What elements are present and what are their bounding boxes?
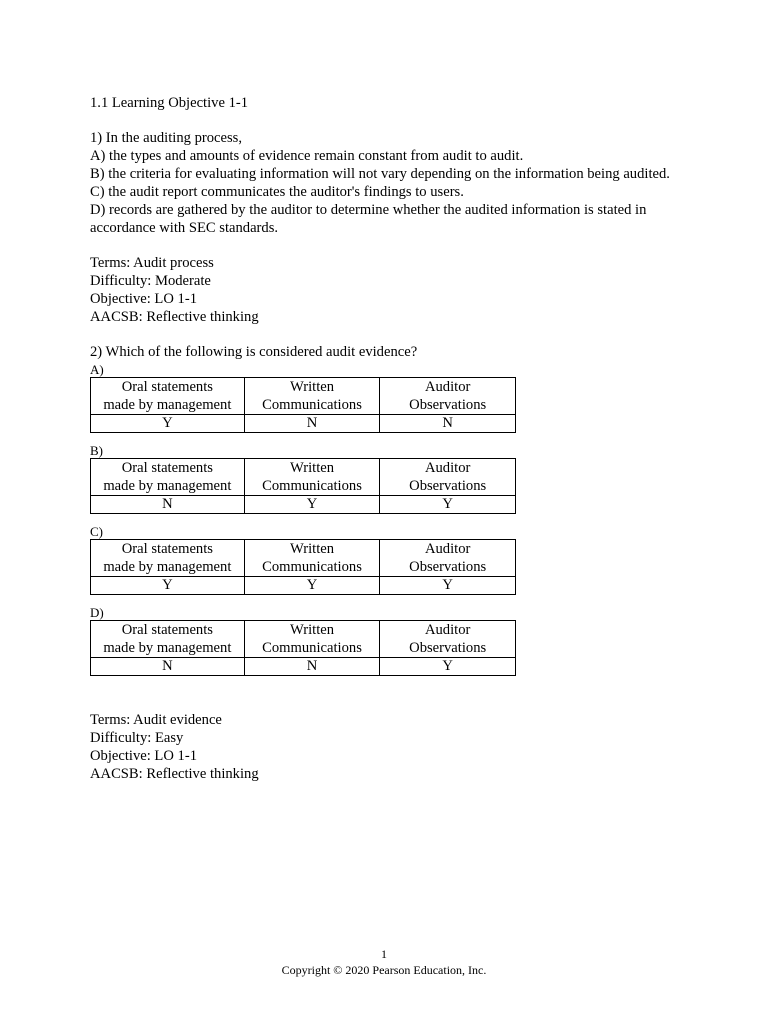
section-heading: 1.1 Learning Objective 1-1	[90, 95, 249, 111]
table-cell: Y	[91, 415, 245, 433]
answer-option-b	[90, 443, 680, 514]
header-oral-statements: Oral statements made by management	[91, 621, 245, 658]
header-written-communications: Written Communications	[244, 459, 380, 496]
document-page	[90, 94, 680, 783]
header-oral-statements: Oral statements made by management	[91, 459, 245, 496]
table-cell: Y	[380, 658, 516, 676]
table-cell: Y	[380, 496, 516, 514]
header-auditor-observations: Auditor Observations	[380, 459, 516, 496]
header-written-communications: Written Communications	[244, 540, 380, 577]
header-oral-statements: Oral statements made by management	[91, 378, 245, 415]
option-label: B)	[90, 443, 103, 458]
terms-line: Terms: Audit process	[90, 255, 214, 271]
table-cell: N	[91, 658, 245, 676]
header-oral-statements: Oral statements made by management	[91, 540, 245, 577]
header-auditor-observations: Auditor Observations	[380, 378, 516, 415]
table-cell: N	[244, 415, 380, 433]
answer-option-a	[90, 362, 680, 433]
table-cell: N	[380, 415, 516, 433]
answer-option-a: A) the types and amounts of evidence remain constant from audit to audit.	[90, 148, 524, 164]
header-written-communications: Written Communications	[244, 621, 380, 658]
question-1	[90, 129, 680, 326]
answer-option-b: B) the criteria for evaluating information will not vary depending on the information being audited.	[90, 166, 670, 182]
option-label: A)	[90, 362, 104, 377]
table-cell: Y	[91, 577, 245, 595]
question-stem: 1) In the auditing process,	[90, 130, 242, 146]
difficulty-line: Difficulty: Easy	[90, 730, 184, 746]
question-stem: 2) Which of the following is considered audit evidence?	[90, 344, 418, 360]
aacsb-line: AACSB: Reflective thinking	[90, 766, 259, 782]
table-cell: Y	[380, 577, 516, 595]
table-cell: N	[244, 658, 380, 676]
answer-option-c: C) the audit report communicates the auditor's findings to users.	[90, 184, 464, 200]
header-auditor-observations: Auditor Observations	[380, 621, 516, 658]
header-auditor-observations: Auditor Observations	[380, 540, 516, 577]
evidence-table	[90, 620, 516, 676]
objective-line: Objective: LO 1-1	[90, 291, 197, 307]
question-2	[90, 343, 680, 783]
header-written-communications: Written Communications	[244, 378, 380, 415]
page-number: 1	[381, 947, 387, 961]
option-label: C)	[90, 524, 103, 539]
table-cell: Y	[244, 496, 380, 514]
evidence-table	[90, 458, 516, 514]
difficulty-line: Difficulty: Moderate	[90, 273, 211, 289]
terms-line: Terms: Audit evidence	[90, 712, 222, 728]
evidence-table	[90, 377, 516, 433]
answer-option-c	[90, 524, 680, 595]
aacsb-line: AACSB: Reflective thinking	[90, 309, 259, 325]
answer-option-d: D) records are gathered by the auditor to determine whether the audited information is stated in accordance with SEC standards.	[90, 202, 647, 236]
evidence-table	[90, 539, 516, 595]
objective-line: Objective: LO 1-1	[90, 748, 197, 764]
table-cell: Y	[244, 577, 380, 595]
option-label: D)	[90, 605, 104, 620]
answer-option-d	[90, 605, 680, 676]
copyright-notice: Copyright © 2020 Pearson Education, Inc.	[281, 963, 487, 977]
table-cell: N	[91, 496, 245, 514]
